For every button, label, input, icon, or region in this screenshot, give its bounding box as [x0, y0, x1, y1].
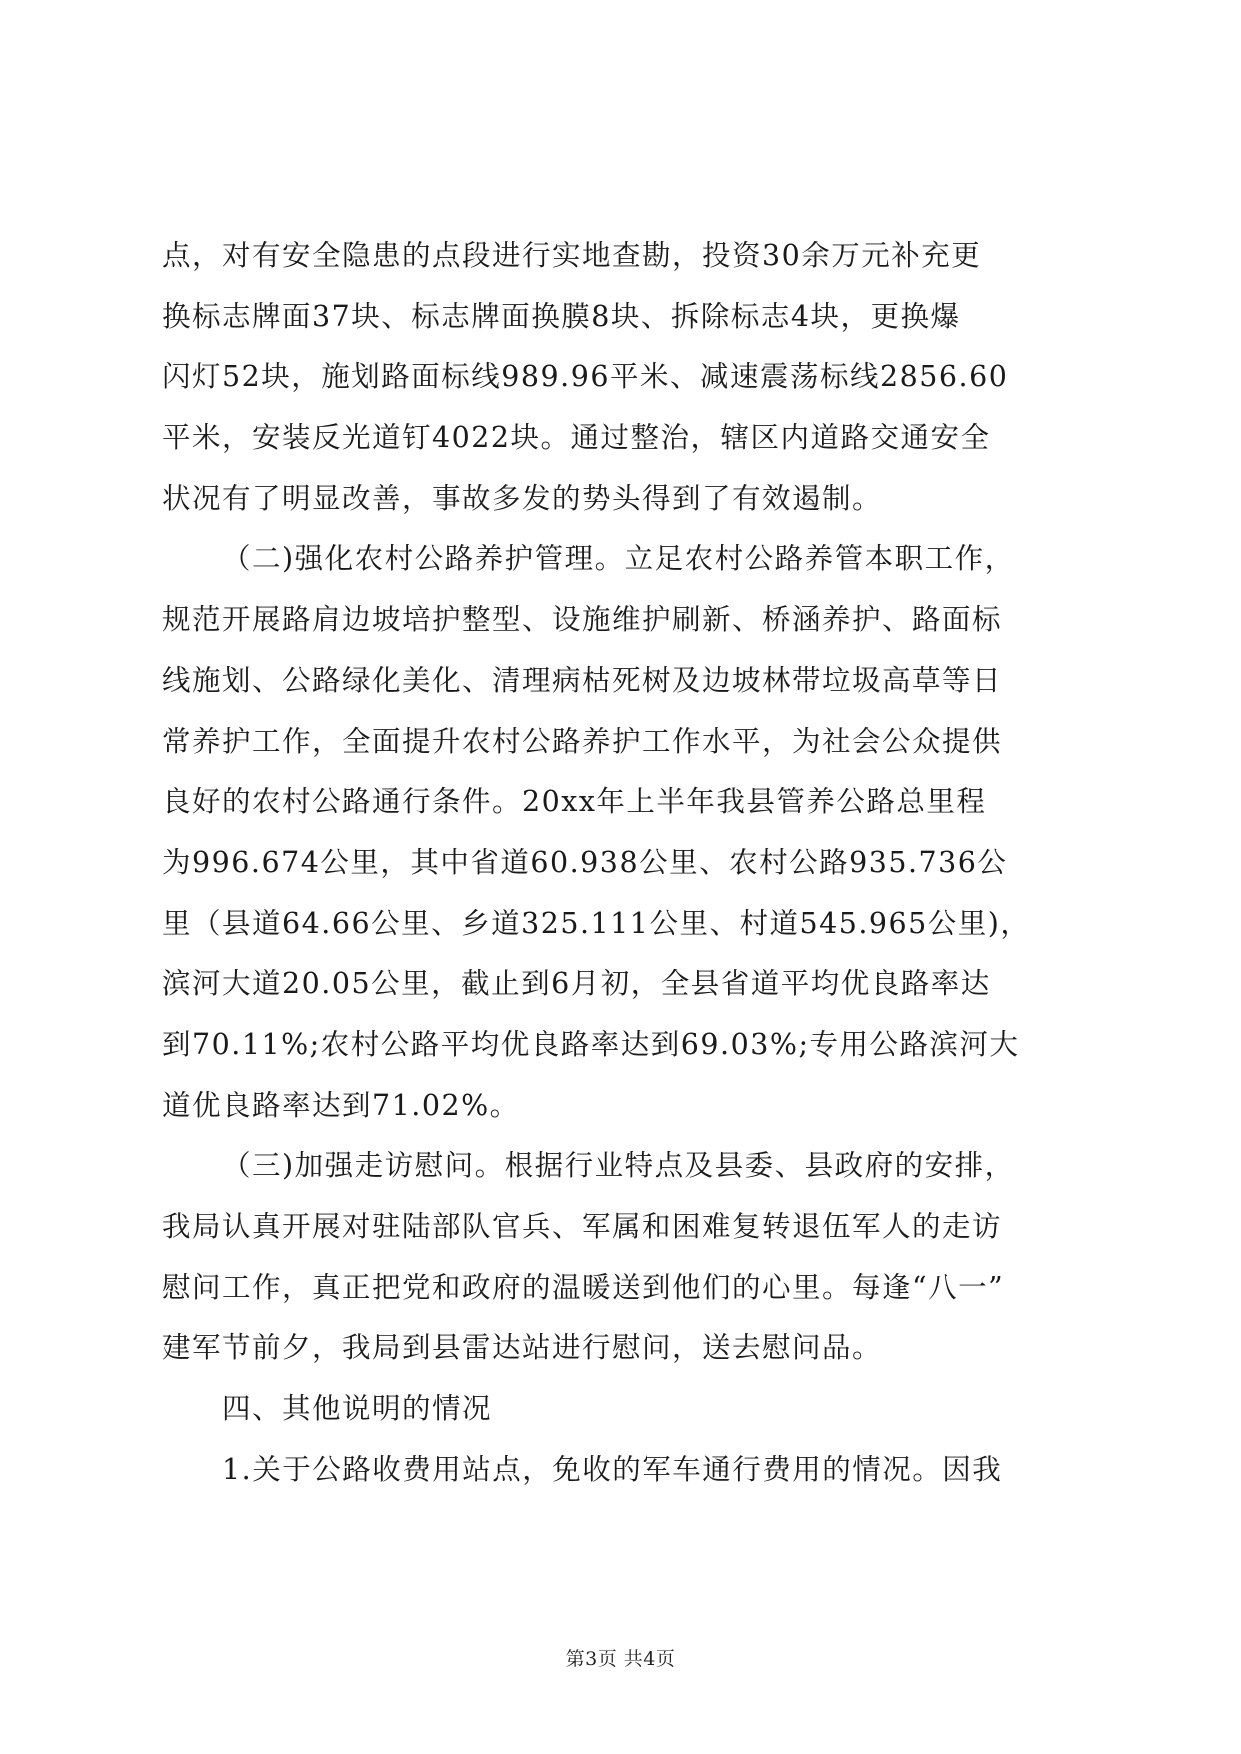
- page-footer: 第3页 共4页: [565, 1648, 676, 1670]
- text-line: 建军节前夕，我局到县雷达站进行慰问，送去慰问品。: [162, 1331, 883, 1365]
- text-line: 滨河大道20.05公里，截止到6月初，全县省道平均优良路率达: [162, 967, 991, 1001]
- text-line: 常养护工作，全面提升农村公路养护工作水平，为社会公众提供: [162, 724, 1003, 758]
- document-body: [162, 226, 1082, 1500]
- text-line: 慰问工作，真正把党和政府的温暖送到他们的心里。每逢“八一”: [162, 1270, 1005, 1304]
- text-line: 状况有了明显改善，事故多发的势头得到了有效遏制。: [162, 481, 883, 515]
- text-line: 换标志牌面37块、标志牌面换膜8块、拆除标志4块，更换爆: [162, 299, 961, 333]
- text-line: 平米，安装反光道钉4022块。通过整治，辖区内道路交通安全: [162, 421, 991, 455]
- text-line: 点，对有安全隐患的点段进行实地查勘，投资30余万元补充更: [162, 239, 982, 272]
- text-line: 里（县道64.66公里、乡道325.111公里、村道545.965公里)，: [162, 906, 1031, 940]
- text-line: 到70.11%;农村公路平均优良路率达到69.03%;专用公路滨河大: [162, 1027, 1020, 1061]
- text-line: 四、其他说明的情况: [222, 1392, 493, 1426]
- text-line: 规范开展路肩边坡培护整型、设施维护刷新、桥涵养护、路面标: [162, 603, 1003, 637]
- text-line: 1.关于公路收费用站点，免收的军车通行费用的情况。因我: [222, 1452, 1003, 1486]
- text-line: 我局认真开展对驻陆部队官兵、军属和困难复转退伍军人的走访: [162, 1210, 1003, 1243]
- text-line: 道优良路率达到71.02%。: [162, 1088, 520, 1122]
- text-line: 线施划、公路绿化美化、清理病枯死树及边坡林带垃圾高草等日: [162, 663, 1003, 697]
- text-line: 良好的农村公路通行条件。20xx年上半年我县管养公路总里程: [162, 785, 987, 819]
- text-line: （三)加强走访慰问。根据行业特点及县委、县政府的安排，: [222, 1149, 1015, 1183]
- text-line: 闪灯52块，施划路面标线989.96平米、减速震荡标线2856.60: [162, 360, 1009, 394]
- text-line: 为996.674公里，其中省道60.938公里、农村公路935.736公: [162, 845, 1008, 879]
- text-line: （二)强化农村公路养护管理。立足农村公路养管本职工作，: [222, 542, 1015, 576]
